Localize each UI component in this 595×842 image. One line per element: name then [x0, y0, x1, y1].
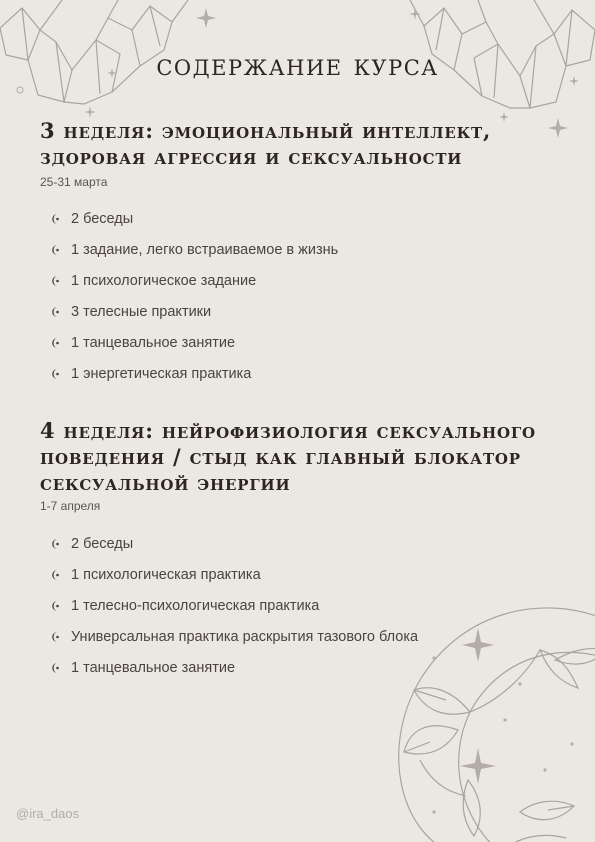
section-title: 3 неделя: эмоциональный интеллект, здоровая агрессия и сексуальности [40, 118, 492, 169]
crescent-moon-icon [50, 569, 62, 581]
section-title: 4 неделя: нейрофизиология сексуального поведения / стыд как главный блокатор сексуальной энергии [40, 418, 536, 495]
list-item [50, 296, 338, 327]
author-handle: @ira_daos [16, 806, 80, 821]
list-item-text: 2 беседы [71, 535, 134, 552]
list-item [50, 234, 338, 265]
list-item [50, 621, 418, 652]
list-item [50, 327, 338, 358]
crescent-moon-icon [50, 631, 62, 643]
crescent-moon-icon [50, 368, 62, 380]
crescent-moon-icon [50, 337, 62, 349]
list-item-text: 3 телесные практики [71, 303, 212, 320]
crescent-moon-icon [50, 600, 62, 612]
list-item-text: 1 психологическое задание [71, 272, 257, 289]
list-item-text: 1 задание, легко встраиваемое в жизнь [71, 241, 339, 258]
section-item-list [50, 203, 338, 389]
section-date: 25-31 марта [40, 175, 108, 189]
section-item-list [50, 528, 418, 683]
list-item [50, 559, 418, 590]
list-item-text: 1 телесно-психологическая практика [71, 597, 320, 614]
list-item-text: Универсальная практика раскрытия тазового блока [71, 628, 419, 645]
list-item [50, 528, 418, 559]
crescent-moon-icon [50, 306, 62, 318]
list-item-text: 1 танцевальное занятие [71, 334, 236, 351]
list-item [50, 265, 338, 296]
list-item-text: 2 беседы [71, 210, 134, 227]
list-item-text: 1 психологическая практика [71, 566, 261, 583]
crescent-moon-floral-icon [399, 608, 595, 842]
crescent-moon-icon [50, 662, 62, 674]
list-item-text: 1 танцевальное занятие [71, 659, 236, 676]
page-title: содержание курса [156, 48, 439, 83]
list-item [50, 358, 338, 389]
list-item [50, 652, 418, 683]
crescent-moon-icon [50, 244, 62, 256]
section-date: 1-7 апреля [40, 499, 101, 513]
crescent-moon-icon [50, 213, 62, 225]
crescent-moon-icon [50, 275, 62, 287]
list-item [50, 203, 338, 234]
crescent-moon-icon [50, 538, 62, 550]
list-item [50, 590, 418, 621]
list-item-text: 1 энергетическая практика [71, 365, 252, 382]
